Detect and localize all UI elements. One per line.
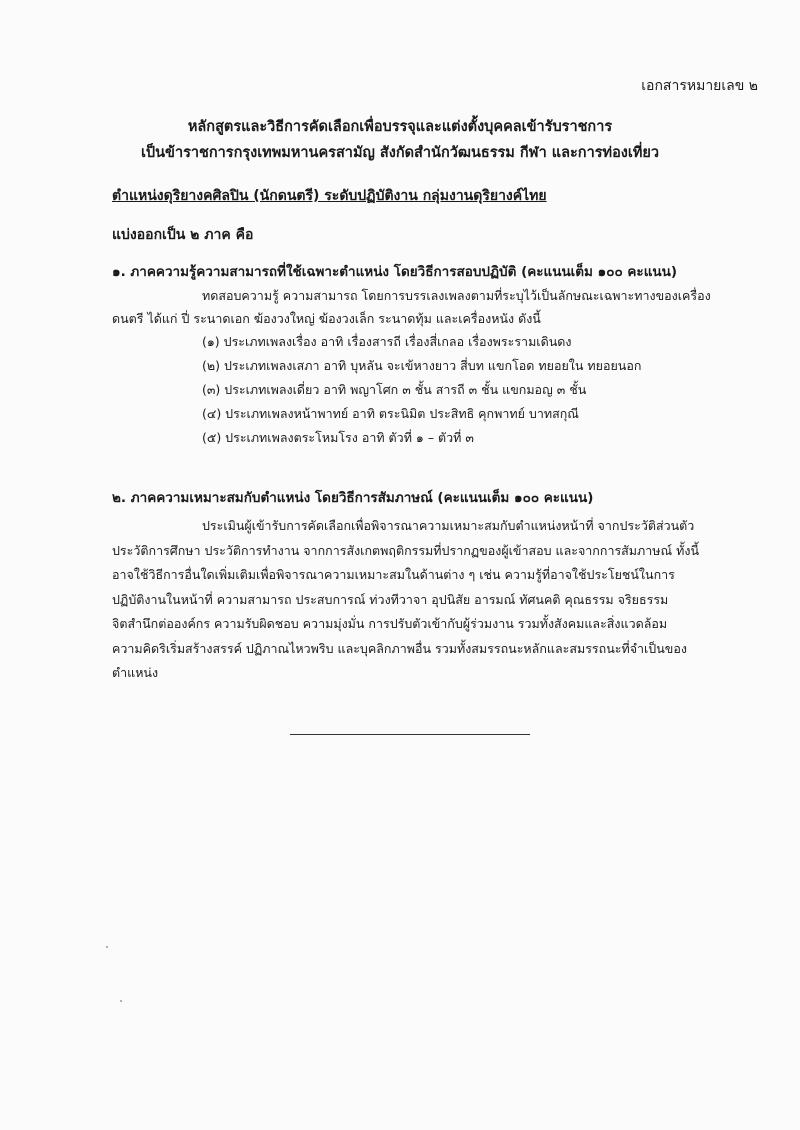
list-item: (๒) ประเภทเพลงเสภา อาทิ บุหลัน จะเข้หางยาว สี่บท แขกโอด ทยอยใน ทยอยนอก — [202, 358, 642, 373]
title-line: หลักสูตรและวิธีการคัดเลือกเพื่อบรรจุและแต่งตั้งบุคคลเข้ารับราชการ — [187, 119, 613, 135]
paragraph-line: ความคิดริเริ่มสร้างสรรค์ ปฏิภาณไหวพริบ และบุคลิกภาพอื่น รวมทั้งสมรรถนะหลักและสมรรถนะที่จำเป็นของ — [112, 640, 687, 656]
document-title — [0, 114, 800, 166]
position-heading: ตำแหน่งดุริยางคศิลปิน (นักดนตรี) ระดับปฏิบัติงาน กลุ่มงานดุริยางค์ไทย — [112, 188, 547, 204]
title-line: เป็นข้าราชการกรุงเทพมหานครสามัญ สังกัดสำนักวัฒนธรรม กีฬา และการท่องเที่ยว — [140, 145, 660, 161]
paragraph-line: ประเมินผู้เข้ารับการคัดเลือกเพื่อพิจารณาความเหมาะสมกับตำแหน่งหน้าที่ จากประวัติส่วนตัว — [202, 518, 695, 533]
paragraph-line: ดนตรี ได้แก่ ปี่ ระนาดเอก ฆ้องวงใหญ่ ฆ้องวงเล็ก ระนาดทุ้ม และเครื่องหนัง ดังนี้ — [112, 310, 541, 326]
scan-speck — [120, 1000, 122, 1002]
paragraph-line: อาจใช้วิธีการอื่นใดเพิ่มเติมเพื่อพิจารณาความเหมาะสมในด้านต่าง ๆ เช่น ความรู้ที่อาจใช้ประโยชน์ในการ — [112, 567, 675, 582]
section1-intro — [112, 285, 742, 330]
section2-body — [112, 514, 742, 686]
paragraph-line: ตำแหน่ง — [112, 665, 159, 680]
document-number: เอกสารหมายเลข ๒ — [641, 78, 758, 94]
section1-list — [202, 330, 641, 450]
paragraph-line: ปฏิบัติงานในหน้าที่ ความสามารถ ประสบการณ์ ท่วงทีวาจา อุปนิสัย อารมณ์ ทัศนคติ คุณธรรม จริยธรรม — [112, 591, 669, 607]
list-item: (๓) ประเภทเพลงเดี่ยว อาทิ พญาโศก ๓ ชั้น สารถี ๓ ชั้น แขกมอญ ๓ ชั้น — [202, 382, 587, 397]
section1-heading: ๑. ภาคความรู้ความสามารถที่ใช้เฉพาะตำแหน่ง โดยวิธีการสอบปฏิบัติ (คะแนนเต็ม ๑๐๐ คะแนน) — [112, 264, 678, 280]
section2-heading: ๒. ภาคความเหมาะสมกับตำแหน่ง โดยวิธีการสัมภาษณ์ (คะแนนเต็ม ๑๐๐ คะแนน) — [112, 490, 594, 506]
paragraph-line: ทดสอบความรู้ ความสามารถ โดยการบรรเลงเพลงตามที่ระบุไว้เป็นลักษณะเฉพาะทางของเครื่อง — [202, 288, 711, 303]
paragraph-line: จิตสำนึกต่อองค์กร ความรับผิดชอบ ความมุ่งมั่น การปรับตัวเข้ากับผู้ร่วมงาน รวมทั้งสังคมและสิ่งแวดล้อม — [112, 616, 668, 631]
list-item: (๔) ประเภทเพลงหน้าพาทย์ อาทิ ตระนิมิต ประสิทธิ คุกพาทย์ บาทสกุณี — [202, 406, 579, 421]
list-item: (๕) ประเภทเพลงตระโหมโรง อาทิ ตัวที่ ๑ – ตัวที่ ๓ — [202, 430, 474, 445]
scan-speck — [106, 946, 108, 948]
divided-into-heading: แบ่งออกเป็น ๒ ภาค คือ — [112, 227, 254, 243]
list-item: (๑) ประเภทเพลงเรื่อง อาทิ เรื่องสารถี เรื่องสี่เกลอ เรื่องพระรามเดินดง — [202, 334, 572, 349]
end-divider — [290, 734, 530, 735]
paragraph-line: ประวัติการศึกษา ประวัติการทำงาน จากการสังเกตพฤติกรรมที่ปรากฏของผู้เข้าสอบ และจากการสัมภาษณ์ ทั้งนี้ — [112, 542, 699, 558]
